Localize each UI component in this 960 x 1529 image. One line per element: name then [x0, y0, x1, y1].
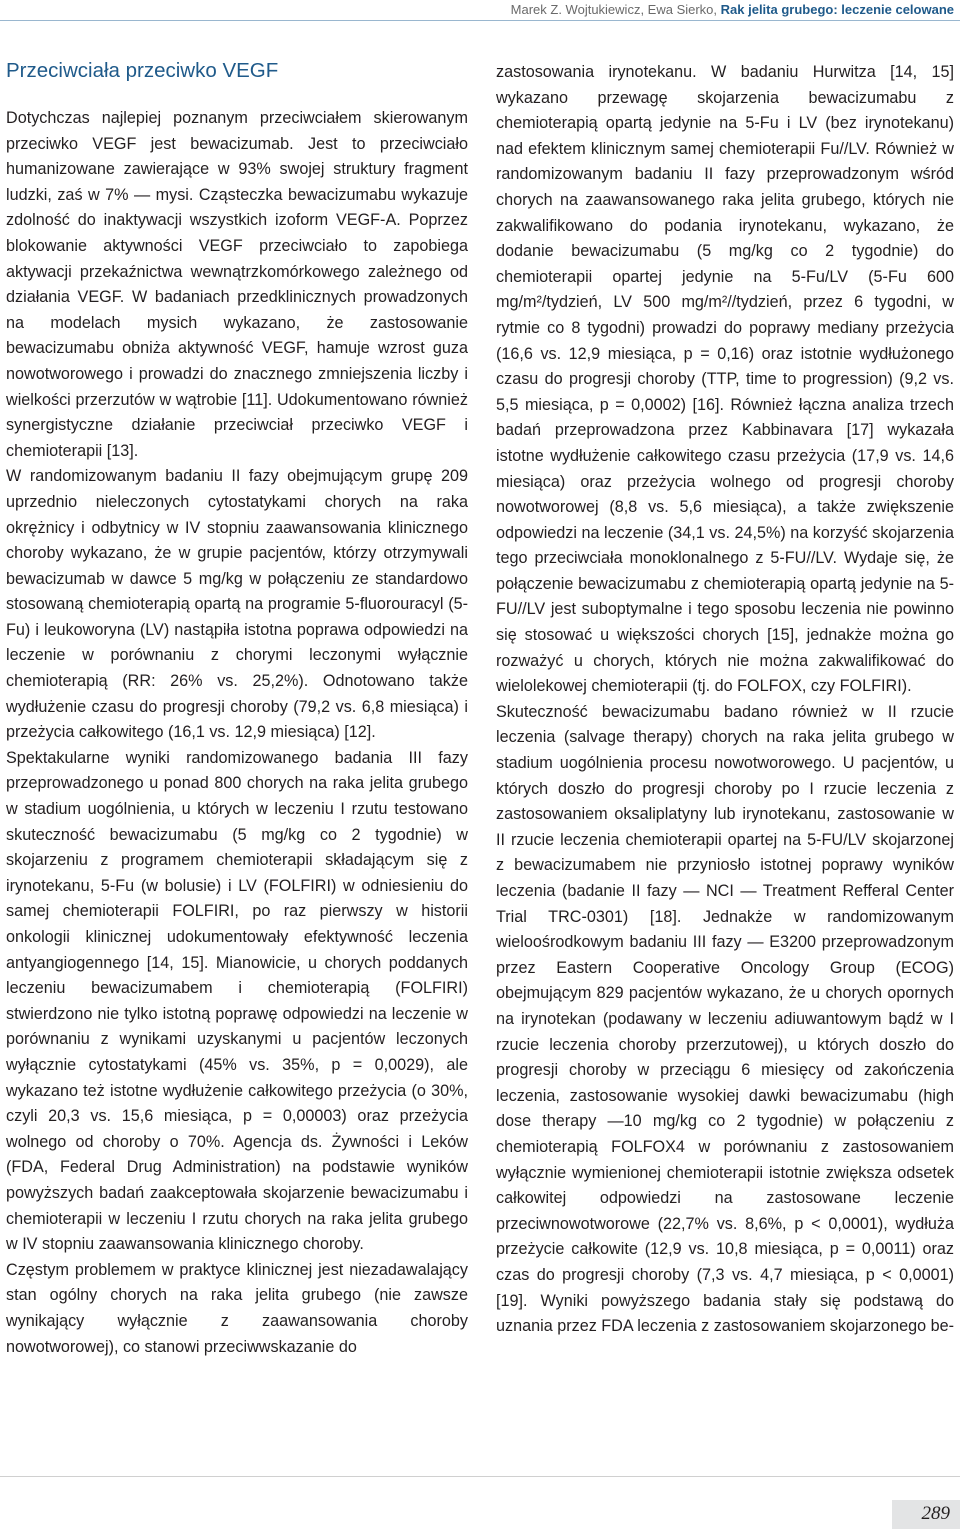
- running-header: [0, 0, 960, 20]
- paragraph: Częstym problemem w praktyce klinicznej jest niezadawalający stan ogólny chorych na raka jelita grubego (nie zawsze wynikający wyłącznie z zaawansowania choroby nowotworowej), co stanowi przeciwwskazanie do: [6, 1260, 468, 1356]
- running-header-text: [511, 0, 954, 20]
- paragraph: W randomizowanym badaniu II fazy obejmującym grupę 209 uprzednio nieleczonych cytostatykami chorych na raka okrężnicy i odbytnicy w IV stopniu zaawansowania klinicznego choroby wykazano, że w grupie pacjentów, którzy otrzymywali bewacizumab w dawce 5 mg/kg w połączeniu ze standardowo stosowaną chemioterapią opartą na programie 5-fluorouracyl (5-Fu) i leukoworyna (LV) nastąpiła istotna poprawa odpowiedzi na leczenie w porównaniu z chorymi leczonymi wyłącznie chemioterapią (RR: 26% vs. 25,2%). Odnotowano także wydłużenie czasu do progresji choroby (79,2 vs. 6,8 miesiąca) i przeżycia całkowitego (16,1 vs. 12,9 miesiąca) [12].: [6, 467, 468, 742]
- paragraph: Spektakularne wyniki randomizowanego badania III fazy przeprowadzonego u ponad 800 chorych na raka jelita grubego w stadium uogólnienia, u których w leczeniu I rzutu testowano skuteczność bewacizumabu (5 mg/kg co 2 tygodnie) w skojarzeniu z programem chemioterapii składającym się z irynotekanu, 5-Fu (w bolusie) i LV (FOLFIRI) w odniesieniu do samej chemioterapii FOLFIRI, po raz pierwszy w historii onkologii klinicznej udokumentowały efektywność leczenia antyangiogennego [14, 15]. Mianowicie, u chorych poddanych leczeniu bewacizumabem i chemioterapią (FOLFIRI) stwierdzono nie tylko istotną poprawę odpowiedzi na leczenie w porównaniu z wynikami uzyskanymi u pacjentów leczonych wyłącznie cytostatykami (45% vs. 35%, p = 0,0029), ale wykazano też istotne wydłużenie całkowitego przeżycia (o 30%, czyli 20,3 vs. 15,6 miesiąca, p = 0,00003) oraz przeżycia wolnego od choroby o 70%. Agencja ds. Żywności i Leków (FDA, Federal Drug Administration) na podstawie wyników powyższych badań zaakceptowała skojarzenie bewacizumabu i chemioterapii w leczeniu I rzutu chorych na raka jelita grubego w IV stopniu zaawansowania klinicznego choroby.: [6, 748, 468, 1254]
- left-column: [6, 58, 468, 1360]
- section-heading: Przeciwciała przeciwko VEGF: [6, 59, 279, 82]
- header-authors: Marek Z. Wojtukiewicz, Ewa Sierko,: [510, 2, 721, 17]
- paragraph: Skuteczność bewacizumabu badano również w II rzucie leczenia (salvage therapy) chorych na raka jelita grubego w stadium uogólnienia procesu nowotworowego. U pacjentów, u których doszło do progresji choroby po I rzucie leczenia z zastosowaniem oksaliplatyny lub irynotekanu, zastosowanie w II rzucie leczenia chemioterapii opartej na 5-FU/LV skojarzonej z bewacizumabem nie przyniosło istotnej poprawy wyników leczenia (badanie II fazy — NCI — Treatment Refferal Center Trial TRC-0301) [18]. Jednakże w randomizowanym wieloośrodkowym badaniu III fazy — E3200 przeprowadzonym przez Eastern Cooperative Oncology Group (ECOG) obejmującym 829 pacjentów wykazano, że u chorych opornych na irynotekan (podawany w leczeniu adiuwantowym bądź w I rzucie leczenia choroby przerzutowej), u których doszło do progresji choroby w przeciągu 6 miesięcy od zakończenia leczenia, zastosowanie wysokiej dawki bewacizumabu (high dose therapy —10 mg/kg co 2 tygodnie) w połączeniu z chemioterapią FOLFOX4 w porównaniu z zastosowaniem wyłącznie wymienionej chemioterapii istotnie zwiększa odsetek całkowitej odpowiedzi na zastosowane leczenie przeciwnowotworowe (22,7% vs. 8,6%, p < 0,0001), wydłuża przeżycie całkowite (12,9 vs. 10,8 miesiąca, p = 0,0011) oraz czas do progresji choroby (7,3 vs. 4,7 miesiąca, p < 0,0001) [19]. Wyniki powyższego badania stały się podstawą do uznania przez FDA leczenia z zastosowaniem skojarzonego be-: [496, 702, 954, 1336]
- paragraph: Dotychczas najlepiej poznanym przeciwciałem skierowanym przeciwko VEGF jest bewacizumab. Jest to przeciwciało humanizowane zawierające w 93% swojej struktury fragment ludzki, zaś w 7% — mysi. Cząsteczka bewacizumabu wykazuje zdolność do inaktywacji wszystkich izoform VEGF-A. Poprzez blokowanie aktywności VEGF przeciwciało to zapobiega aktywacji przekaźnictwa wewnątrzkomórkowego zależnego od działania VEGF. W badaniach przedklinicznych prowadzonych na modelach mysich wykazano, że zastosowanie bewacizumabu obniża aktywność VEGF, hamuje wzrost guza nowotworowego i prowadzi do znacznego zmniejszenia liczby i wielkości przerzutów w wątrobie [11]. Udokumentowano również synergistyczne działanie przeciwciał przeciwko VEGF i chemioterapii [13].: [6, 109, 468, 460]
- page-number-box: [892, 1500, 960, 1529]
- header-title: Rak jelita grubego: leczenie celowane: [720, 2, 954, 17]
- paragraph: zastosowania irynotekanu. W badaniu Hurwitza [14, 15] wykazano przewagę skojarzenia bewacizumabu z chemioterapią opartą jedynie na 5-Fu i LV (bez irynotekanu) nad efektem klinicznym samej chemioterapii Fu//LV. Również w randomizowanym badaniu II fazy przeprowadzonym wśród chorych na zaawansowanego raka jelita grubego, których nie zakwalifikowano do podania irynotekanu, wykazano, że dodanie bewacizumabu (5 mg/kg co 2 tygodnie) do chemioterapii opartej jedynie na 5-Fu/LV (5-Fu 600 mg/m²/tydzień, LV 500 mg/m²//tydzień, przez 6 tygodni, w rytmie co 8 tygodni) prowadzi do poprawy mediany przeżycia (16,6 vs. 12,9 miesiąca, p = 0,16) oraz istotnie wydłużonego czasu do progresji choroby (TTP, time to progression) (9,2 vs. 5,5 miesiąca, p = 0,0002) [16]. Również łączna analiza trzech badań przeprowadzona przez Kabbinavara [17] wykazała istotne wydłużenie całkowitego czasu przeżycia (17,9 vs. 14,6 miesiąca) oraz przeżycia wolnego od progresji choroby nowotworowej (8,8 vs. 5,6 miesiąca), a także zwiększenie odpowiedzi na leczenie (34,1 vs. 24,5%) na korzyść skojarzenia tego przeciwciała monoklonalnego z 5-FU//LV. Wydaje się, że połączenie bewacizumabu z chemioterapią opartą jedynie na 5-FU//LV jest suboptymalne i tego sposobu leczenia nie powinno się stosować u większości chorych [15], jednakże można go rozważyć u chorych, których nie można zakwalifikować do wielolekowej chemioterapii (tj. do FOLFOX, czy FOLFIRI).: [496, 63, 954, 696]
- page-number: 289: [921, 1503, 950, 1524]
- footer-divider: [0, 1476, 960, 1477]
- right-column: [496, 60, 954, 1340]
- header-divider: [0, 20, 960, 21]
